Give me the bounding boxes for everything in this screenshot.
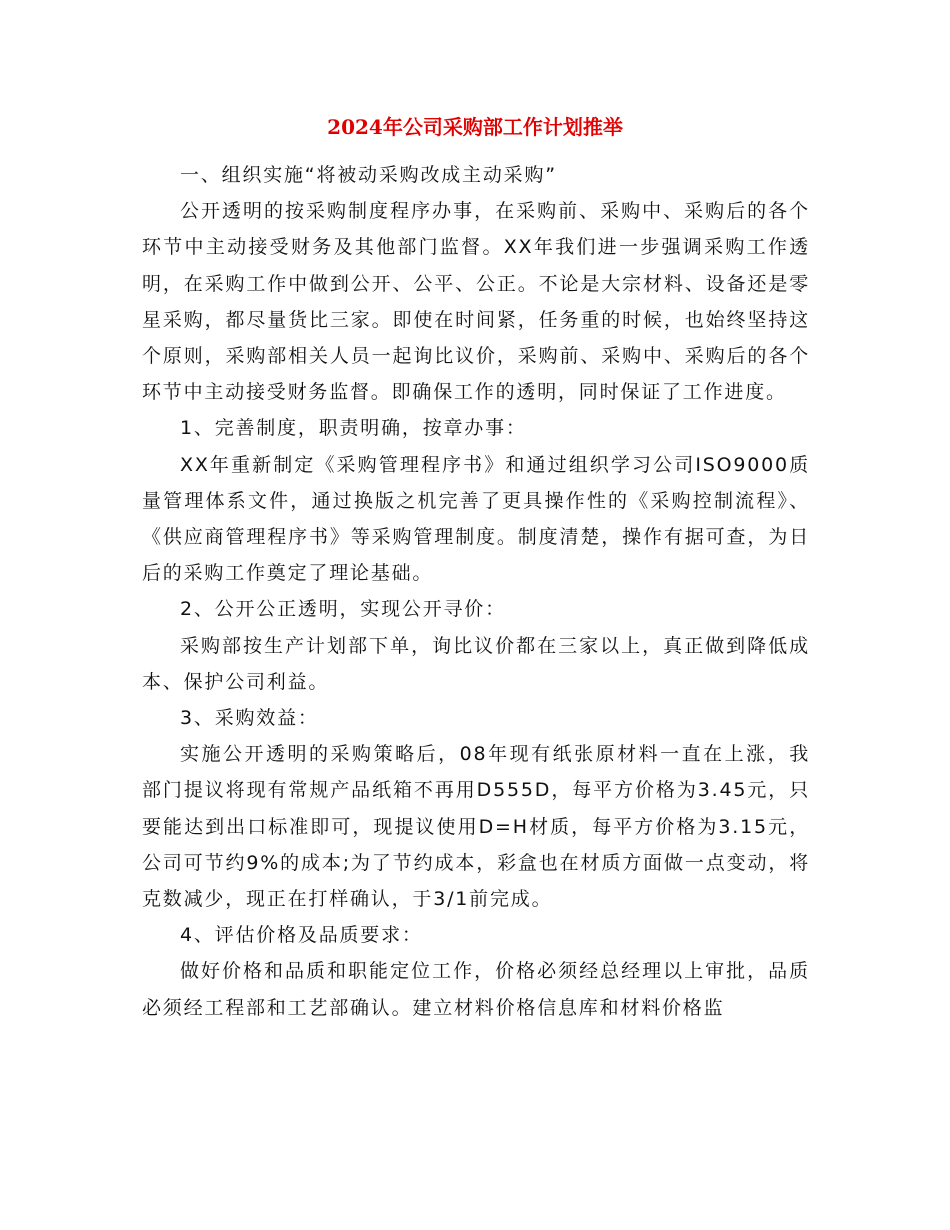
subsection-heading: 3、采购效益： (180, 707, 319, 730)
body-paragraph: 公开透明的按采购制度程序办事，在采购前、采购中、采购后的各个环节中主动接受财务及其他部门监督。XX年我们进一步强调采购工作透明，在采购工作中做到公开、公平、公正。不论是大宗材料、设备还是零星采购，都尽量货比三家。即使在时间紧，任务重的时候，也始终坚持这个原则，采购部相关人员一起询比议价，采购前、采购中、采购后的各个环节中主动接受财务监督。即确保工作的透明，同时保证了工作进度。 (142, 200, 810, 404)
body-paragraph: XX年重新制定《采购管理程序书》和通过组织学习公司ISO9000质量管理体系文件，通过换版之机完善了更具操作性的《采购控制流程》、《供应商管理程序书》等采购管理制度。制度清楚，操作有据可查，为日后的采购工作奠定了理论基础。 (142, 453, 810, 585)
body-paragraph: 采购部按生产计划部下单，询比议价都在三家以上，真正做到降低成本、保护公司利益。 (142, 634, 810, 693)
section-heading: 一、组织实施“将被动采购改成主动采购” (180, 164, 557, 186)
subsection-heading: 2、公开公正透明，实现公开寻价： (180, 598, 506, 621)
document-body (142, 157, 810, 1026)
subsection-heading: 4、评估价格及品质要求： (180, 924, 423, 947)
body-paragraph: 实施公开透明的采购策略后，08年现有纸张原材料一直在上涨，我部门提议将现有常规产品纸箱不再用D555D，每平方价格为3.45元，只要能达到出口标准即可，现提议使用D=H材质，每平方价格为3.15元，公司可节约9%的成本;为了节约成本，彩盒也在材质方面做一点变动，将克数减少，现正在打样确认，于3/1前完成。 (142, 743, 810, 911)
document-title: 2024年公司采购部工作计划推举 (327, 115, 623, 139)
body-paragraph: 做好价格和品质和职能定位工作，价格必须经总经理以上审批，品质必须经工程部和工艺部确认。建立材料价格信息库和材料价格监 (142, 960, 810, 1019)
subsection-heading: 1、完善制度，职责明确，按章办事： (180, 417, 527, 440)
